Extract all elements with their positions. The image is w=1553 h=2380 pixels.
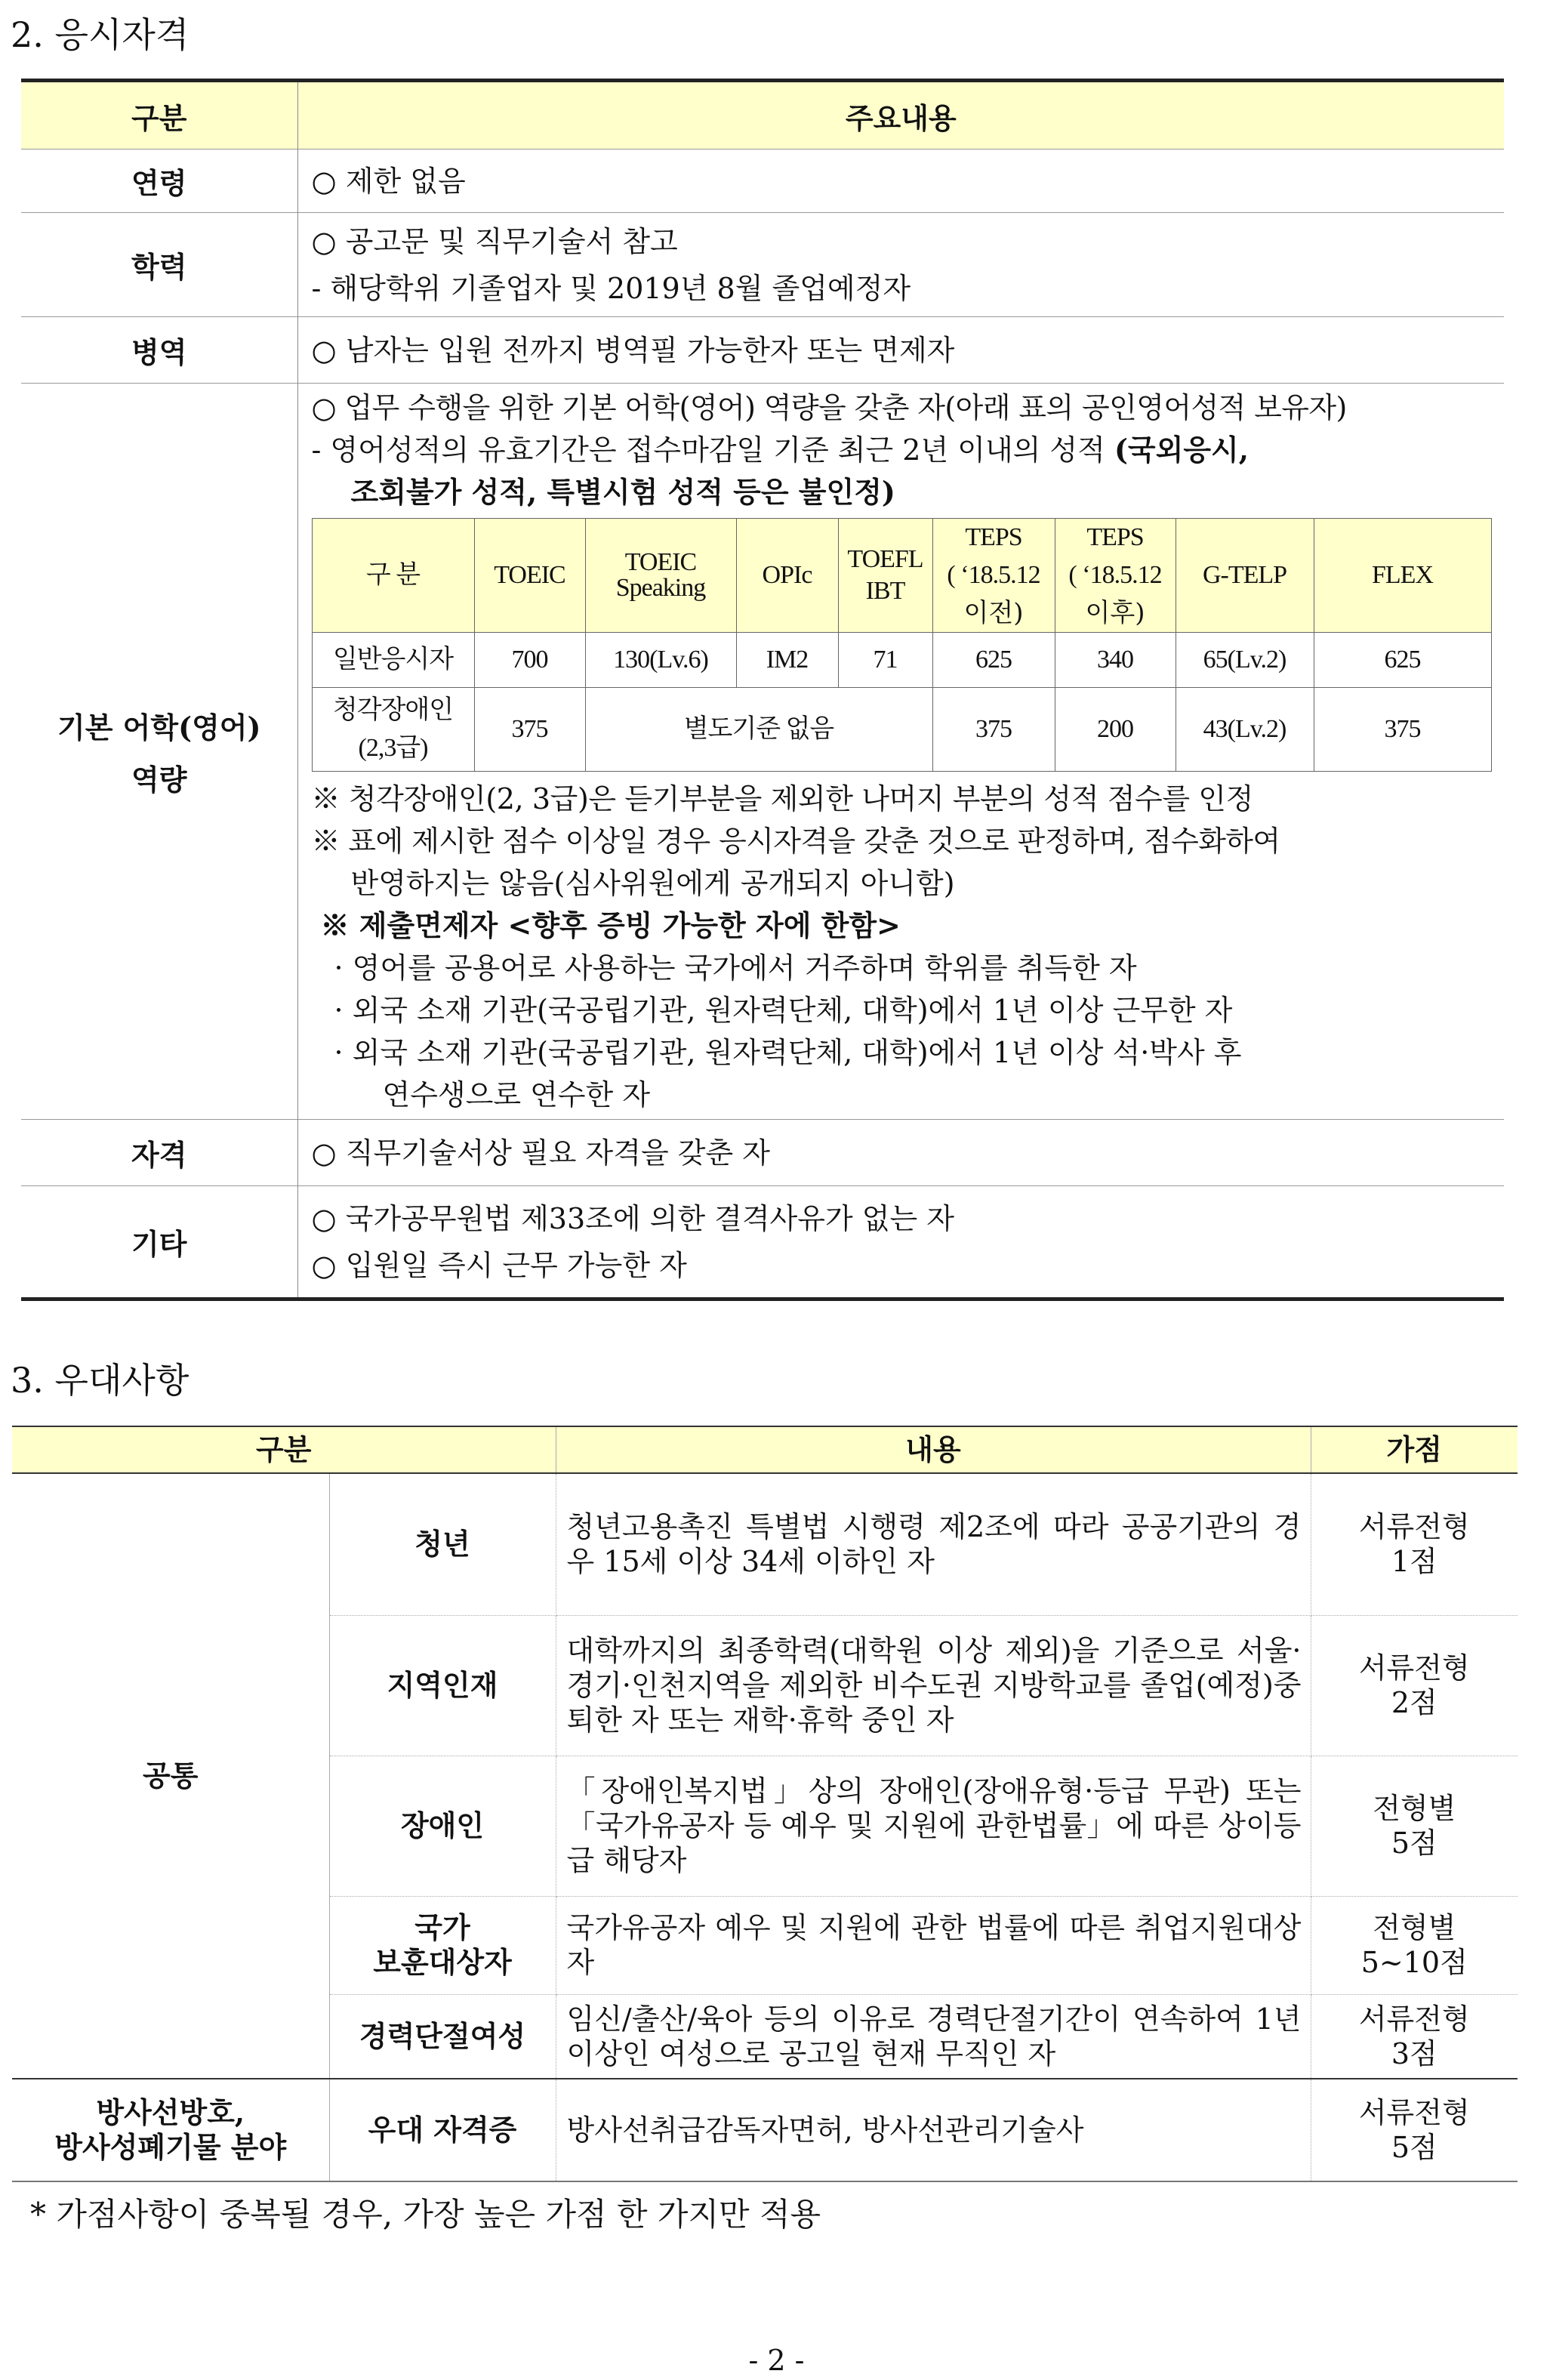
pref-header-category: 구분: [12, 1426, 556, 1473]
radiation-points-2: 5점: [1391, 2131, 1437, 2164]
toeic-sp-line2: Speaking: [615, 574, 706, 602]
score-h-teps-old: [932, 519, 1055, 633]
language-text-3: 조회불가 성적, 특별시험 성적 등은 불인정): [350, 475, 895, 509]
pref-row-radiation: [12, 2079, 1518, 2181]
hearing-no-standard: 별도기준 없음: [585, 688, 932, 772]
veteran-points-1: 전형별: [1373, 1911, 1456, 1944]
score-h-label: 구 분: [312, 519, 474, 633]
pref-header-content: 내용: [556, 1426, 1311, 1473]
general-teps-new: 340: [1055, 633, 1176, 688]
veteran-label-1: 국가: [414, 1910, 470, 1944]
row-language: [21, 384, 1504, 1120]
eligibility-table: [21, 79, 1504, 1301]
page-number: - 2 -: [748, 2344, 805, 2377]
score-h-teps-new: [1055, 519, 1176, 633]
radiation-points: [1311, 2079, 1518, 2181]
language-note-1: ※ 청각장애인(2, 3급)은 듣기부분을 제외한 나머지 부분의 성적 점수를 인정: [311, 782, 1253, 815]
general-toeic-sp: 130(Lv.6): [585, 633, 736, 688]
veteran-content: 국가유공자 예우 및 지원에 관한 법률에 따른 취업지원대상자: [556, 1896, 1311, 1994]
other-text-2: ○ 입원일 즉시 근무 가능한 자: [311, 1248, 687, 1282]
military-label: 병역: [21, 317, 297, 384]
youth-points-1: 서류전형: [1358, 1510, 1470, 1544]
other-label: 기타: [21, 1186, 297, 1299]
row-other: [21, 1186, 1504, 1299]
education-label: 학력: [21, 213, 297, 317]
general-flex: 625: [1314, 633, 1491, 688]
career-break-points-2: 3점: [1391, 2036, 1437, 2070]
score-h-opic: OPIc: [736, 519, 838, 633]
age-text: ○ 제한 없음: [311, 164, 466, 198]
radiation-category-1: 방사선방호,: [96, 2095, 245, 2129]
language-bullet-3a: · 외국 소재 기관(국공립기관, 원자력단체, 대학)에서 1년 이상 석·박사 후: [334, 1036, 1242, 1069]
toefl-line2: IBT: [865, 577, 905, 605]
disabled-points-2: 5점: [1391, 1827, 1437, 1860]
section-2-title: 2. 응시자격: [11, 14, 190, 55]
teps-new-line1: TEPS: [1086, 523, 1144, 551]
score-header-row: [312, 519, 1491, 633]
radiation-category: [12, 2079, 329, 2181]
preference-table: [12, 1426, 1518, 2182]
section-3-title: 3. 우대사항: [11, 1360, 190, 1401]
pref-header-points: 가점: [1311, 1426, 1518, 1473]
education-text-1: ○ 공고문 및 직무기술서 참고: [311, 224, 678, 258]
veteran-points: [1311, 1896, 1518, 1994]
youth-points: [1311, 1473, 1518, 1615]
veteran-label-2: 보훈대상자: [373, 1945, 512, 1979]
hearing-flex: 375: [1314, 688, 1491, 772]
row-education: [21, 213, 1504, 317]
language-bullet-1: · 영어를 공용어로 사용하는 국가에서 거주하며 학위를 취득한 자: [334, 951, 1137, 985]
disabled-label: 장애인: [329, 1756, 556, 1896]
hearing-toeic: 375: [474, 688, 585, 772]
header-category: 구분: [21, 81, 297, 150]
disabled-points-1: 전형별: [1373, 1792, 1456, 1825]
career-break-content: 임신/출산/육아 등의 이유로 경력단절기간이 연속하여 1년 이상인 여성으로 공고일 현재 무직인 자: [556, 1994, 1311, 2079]
age-label: 연령: [21, 150, 297, 213]
pref-row-youth: [12, 1473, 1518, 1615]
regional-points: [1311, 1615, 1518, 1756]
score-h-flex: FLEX: [1314, 519, 1491, 633]
general-label: 일반응시자: [312, 633, 474, 688]
language-label-line2: 역량: [131, 763, 187, 797]
row-qualification: [21, 1120, 1504, 1186]
language-note-2a: ※ 표에 제시한 점수 이상일 경우 응시자격을 갖춘 것으로 판정하며, 점수화하여: [311, 825, 1280, 858]
career-break-points: [1311, 1994, 1518, 2079]
general-toefl: 71: [838, 633, 932, 688]
score-h-gtelp: G-TELP: [1176, 519, 1314, 633]
row-military: [21, 317, 1504, 384]
language-score-table: [312, 518, 1492, 772]
general-gtelp: 65(Lv.2): [1176, 633, 1314, 688]
eligibility-header-row: [21, 81, 1504, 150]
hearing-gtelp: 43(Lv.2): [1176, 688, 1314, 772]
veteran-points-2: 5~10점: [1360, 1946, 1468, 1979]
language-text-1: ○ 업무 수행을 위한 기본 어학(영어) 역량을 갖춘 자(아래 표의 공인영어성적 보유자): [311, 391, 1347, 424]
toeic-sp-line1: TOEIC: [624, 548, 697, 576]
preference-header-row: [12, 1426, 1518, 1473]
language-bullet-3b: 연수생으로 연수한 자: [382, 1078, 651, 1111]
language-note-3: ※ 제출면제자 <향후 증빙 가능한 자에 한함>: [320, 908, 901, 942]
teps-old-line2: ( ‘18.5.12: [947, 561, 1040, 589]
score-h-toefl: [838, 519, 932, 633]
career-break-points-1: 서류전형: [1358, 2002, 1470, 2036]
hearing-teps-new: 200: [1055, 688, 1176, 772]
bonus-footnote: * 가점사항이 중복될 경우, 가장 높은 가점 한 가지만 적용: [30, 2196, 821, 2233]
language-note-2b: 반영하지는 않음(심사위원에게 공개되지 아니함): [350, 867, 955, 900]
common-category: 공통: [12, 1473, 329, 2079]
teps-old-line1: TEPS: [965, 523, 1022, 551]
radiation-points-1: 서류전형: [1358, 2096, 1470, 2129]
language-label-line1: 기본 어학(영어): [57, 711, 261, 745]
regional-points-1: 서류전형: [1358, 1651, 1470, 1685]
radiation-category-2: 방사성폐기물 분야: [54, 2130, 287, 2164]
teps-new-line2: ( ‘18.5.12: [1068, 561, 1162, 589]
qualification-text: ○ 직무기술서상 필요 자격을 갖춘 자: [311, 1136, 770, 1170]
score-h-toeic: TOEIC: [474, 519, 585, 633]
row-age: [21, 150, 1504, 213]
other-text-1: ○ 국가공무원법 제33조에 의한 결격사유가 없는 자: [311, 1201, 954, 1235]
youth-points-2: 1점: [1391, 1545, 1437, 1579]
hearing-label-1: 청각장애인: [332, 696, 454, 724]
general-teps-old: 625: [932, 633, 1055, 688]
general-toeic: 700: [474, 633, 585, 688]
career-break-label: 경력단절여성: [329, 1994, 556, 2079]
radiation-content: 방사선취급감독자면허, 방사선관리기술사: [556, 2079, 1311, 2181]
score-h-toeic-speaking: [585, 519, 736, 633]
qualification-label: 자격: [21, 1120, 297, 1186]
teps-old-line3: 이전): [963, 598, 1024, 628]
military-text: ○ 남자는 입원 전까지 병역필 가능한자 또는 면제자: [311, 333, 955, 367]
youth-content: 청년고용촉진 특별법 시행령 제2조에 따라 공공기관의 경우 15세 이상 34세 이하인 자: [556, 1473, 1311, 1615]
hearing-teps-old: 375: [932, 688, 1055, 772]
language-bullet-2: · 외국 소재 기관(국공립기관, 원자력단체, 대학)에서 1년 이상 근무한 자: [334, 994, 1233, 1027]
youth-label: 청년: [329, 1473, 556, 1615]
radiation-label: 우대 자격증: [329, 2079, 556, 2181]
language-label: [21, 384, 297, 1120]
language-text-2: [312, 429, 1505, 471]
regional-content: 대학까지의 최종학력(대학원 이상 제외)을 기준으로 서울·경기·인천지역을 제외한 비수도권 지방학교를 졸업(예정)중퇴한 자 또는 재학·휴학 중인 자: [556, 1615, 1311, 1756]
hearing-label: [312, 688, 474, 772]
language-text-2b: (국외응시,: [1114, 433, 1249, 467]
language-text-2a: - 영어성적의 유효기간은 접수마감일 기준 최근 2년 이내의 성적: [311, 433, 1114, 467]
hearing-label-2: (2,3급): [358, 734, 428, 762]
veteran-label: [329, 1896, 556, 1994]
disabled-content: 「장애인복지법」상의 장애인(장애유형·등급 무관) 또는 「국가유공자 등 예우 및 지원에 관한법률」에 따른 상이등급 해당자: [556, 1756, 1311, 1896]
disabled-points: [1311, 1756, 1518, 1896]
regional-points-2: 2점: [1391, 1686, 1437, 1719]
toefl-line1: TOEFL: [847, 545, 923, 573]
general-opic: IM2: [736, 633, 838, 688]
score-row-hearing: [312, 688, 1491, 772]
score-row-general: [312, 633, 1491, 688]
header-content: 주요내용: [297, 81, 1504, 150]
regional-label: 지역인재: [329, 1615, 556, 1756]
education-text-2: - 해당학위 기졸업자 및 2019년 8월 졸업예정자: [311, 271, 911, 305]
teps-new-line3: 이후): [1085, 598, 1145, 628]
